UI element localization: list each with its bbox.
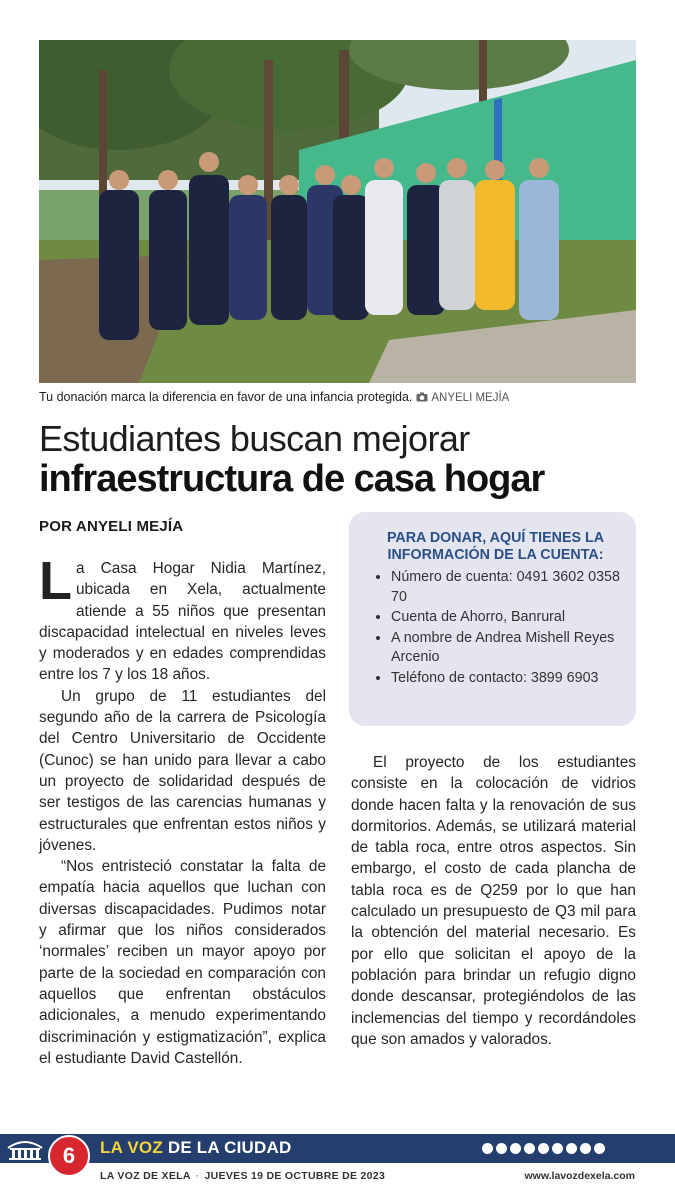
facebook-icon[interactable]: [482, 1143, 493, 1154]
website-link[interactable]: www.lavozdexela.com: [524, 1170, 635, 1182]
page-footer: [0, 1134, 675, 1200]
twitter-icon[interactable]: [510, 1143, 521, 1154]
camera-icon: [416, 391, 428, 405]
article-column-right: [351, 752, 636, 1050]
paragraph: Un grupo de 11 estudiantes del segundo año de la carrera de Psicología del Centro Universitario de Occidente (Cunoc) se han unido para llevar a cabo un proyecto de solidaridad después de ser testigos de las carencias humanas y estructurales que enfrentan estos niños y jóvenes.: [39, 687, 326, 854]
photo-caption: [39, 390, 639, 405]
paragraph: El proyecto de los estudiantes consiste en la colocación de vidrios donde hacen falta y la renovación de sus dormitorios. Además, se utilizará material de tabla roca, entre otros aspectos. Sin embargo, el costo de cada plancha de tabla roca es de Q259 por lo que han calculado un presupuesto de Q3 mil para la obtención del material necesario. Es por ello que solicitan el apoyo de la población para brindar un refugio digno donde descansar, protegiéndolos de las inclemencias del tiempo y recordándoles que son amados y valorados.: [351, 754, 636, 1048]
footer-meta: LA VOZ DE XELA · JUEVES 19 DE OCTUBRE DE 2023: [100, 1170, 386, 1182]
music-icon[interactable]: [594, 1143, 605, 1154]
byline: POR ANYELI MEJÍA: [39, 518, 184, 535]
paragraph-text: a Casa Hogar Nidia Martínez, ubicada en Xela, actualmente atiende a 55 niños que presentan discapacidad intelectual en niveles leves y moderados y en edades comprendidas entre los 7 y los 18 años.: [39, 560, 326, 684]
donation-item: • A nombre de Andrea Mishell Reyes Arcenio: [391, 629, 620, 668]
headline-line2: infraestructura de casa hogar: [39, 458, 545, 500]
paragraph: [39, 551, 326, 686]
donation-item: • Número de cuenta: 0491 3602 0358 70: [391, 568, 620, 607]
headline: [39, 420, 639, 500]
donation-list: [371, 568, 620, 688]
donation-info-box: [349, 512, 636, 726]
section-name-part1: LA VOZ: [100, 1138, 163, 1157]
page-number: 6: [48, 1135, 90, 1177]
donation-item: • Teléfono de contacto: 3899 6903: [391, 669, 620, 689]
publication-date: JUEVES 19 DE OCTUBRE DE 2023: [204, 1170, 386, 1182]
headline-line1: Estudiantes buscan mejorar: [39, 418, 470, 459]
donation-item: • Cuenta de Ahorro, Banrural: [391, 608, 620, 628]
section-name: [100, 1138, 291, 1158]
publication-name: LA VOZ DE XELA: [100, 1170, 191, 1182]
article-photo: [39, 40, 636, 383]
building-logo-icon: [6, 1138, 44, 1165]
donation-box-title: PARA DONAR, AQUÍ TIENES LA INFORMACIÓN DE LA CUENTA:: [386, 530, 605, 563]
instagram-icon[interactable]: [496, 1143, 507, 1154]
article-column-left: [39, 551, 326, 1069]
dropcap: L: [39, 551, 72, 611]
tiktok-icon[interactable]: [538, 1143, 549, 1154]
threads-icon[interactable]: [524, 1143, 535, 1154]
telegram-icon[interactable]: [580, 1143, 591, 1154]
youtube-icon[interactable]: [566, 1143, 577, 1154]
section-name-part2: DE LA CIUDAD: [167, 1138, 292, 1157]
paragraph: “Nos entristeció constatar la falta de empatía hacia aquellos que luchan con diversas discapacidades. Pudimos notar y afirmar que los niños considerados ‘normales’ reciben un mayor apoyo por parte de la sociedad en comparación con aquellos que enfrentan obstáculos adicionales, a menudo experimentando discriminación y estigmatización”, explica el estudiante David Castellón.: [39, 858, 326, 1067]
photo-credit: ANYELI MEJÍA: [431, 392, 510, 404]
social-icons: [482, 1143, 605, 1154]
caption-text: Tu donación marca la diferencia en favor de una infancia protegida.: [39, 390, 413, 404]
whatsapp-icon[interactable]: [552, 1143, 563, 1154]
